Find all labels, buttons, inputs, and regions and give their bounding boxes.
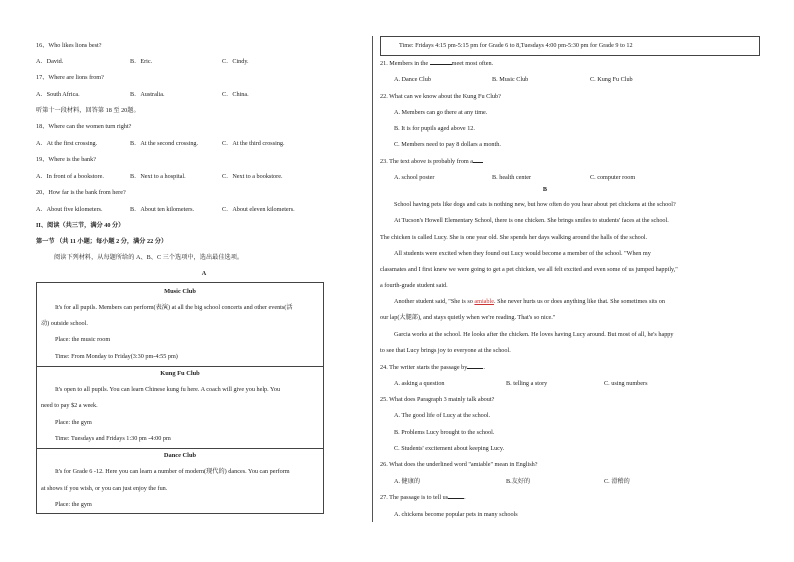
q18-option-c: C．At the third crossing. bbox=[222, 140, 285, 147]
q21-option-a: A. Dance Club bbox=[394, 76, 431, 83]
kungfu-club-place: Place: the gym bbox=[55, 419, 92, 426]
dance-club-place: Place: the gym bbox=[55, 501, 92, 508]
q16-text: 16、Who likes lions best? bbox=[36, 42, 102, 49]
q24-text: 24. The writer starts the passage by . bbox=[380, 364, 485, 371]
q26-option-a: A. 健康的 bbox=[394, 478, 421, 485]
q23-option-a: A. school poster bbox=[394, 174, 435, 181]
q24-option-a: A. asking a question bbox=[394, 380, 445, 387]
q17-option-a: A．South Africa. bbox=[36, 91, 80, 98]
q21-blank bbox=[430, 64, 452, 65]
dance-club-desc-2: at shows if you wish, or you can just enjoy the fun. bbox=[41, 485, 168, 492]
q22-option-c: C. Members need to pay 8 dollars a month. bbox=[394, 141, 501, 148]
q22-text: 22. What can we know about the Kung Fu Club? bbox=[380, 93, 501, 100]
q21-part-2: meet most often. bbox=[451, 60, 494, 67]
passage-a-label: A bbox=[201, 270, 207, 277]
music-club-desc-2: 动) outside school. bbox=[41, 320, 88, 327]
passage-b-para-5-line-2: our lap(大腿部), and stays quietly when we're reading. That's so nice." bbox=[380, 314, 556, 321]
dance-club-title: Dance Club bbox=[163, 452, 197, 459]
dance-club-desc-1: It's for Grade 6 -12. Here you can learn a number of modern(现代的) dances. You can perform bbox=[55, 468, 290, 475]
q21-option-c: C. Kung Fu Club bbox=[590, 76, 633, 83]
q25-text: 25. What does Paragraph 3 mainly talk about? bbox=[380, 396, 495, 403]
underlined-word-amiable: amiable bbox=[474, 298, 494, 305]
q22-option-a: A. Members can go there at any time. bbox=[394, 109, 488, 116]
passage-b-para-2: At Tucson's Howell Elementary School, there is one chicken. She brings smiles to students' faces at the school. bbox=[394, 217, 669, 224]
q26-option-c: C. 滑稽的 bbox=[604, 478, 630, 485]
passage-b-para-5-line-1 bbox=[394, 298, 665, 306]
kungfu-club-desc-2: need to pay $2 a week. bbox=[41, 402, 98, 409]
column-divider bbox=[372, 36, 373, 522]
q17-option-b: B．Australia. bbox=[130, 91, 165, 98]
q19-option-b: B．Next to a hospital. bbox=[130, 173, 186, 180]
q27-text: 27. The passage is to tell us . bbox=[380, 494, 466, 501]
para-5-text-pre: Another student said, "She is so bbox=[394, 298, 475, 305]
club-table bbox=[36, 282, 324, 514]
q20-text: 20、How far is the bank from here? bbox=[36, 189, 126, 196]
kungfu-club-time: Time: Tuesdays and Fridays 1:30 pm -4:00 pm bbox=[55, 435, 171, 442]
q21-text bbox=[380, 60, 493, 68]
q16-option-a: A．David. bbox=[36, 58, 64, 65]
q23-blank bbox=[473, 162, 483, 163]
q16-option-b: B．Eric. bbox=[130, 58, 153, 65]
q23-option-c: C. computer room bbox=[590, 174, 636, 181]
passage-b-para-4-line-2: classmates and I first knew we were going to get a pet chicken, we all felt excited and even some of us jumped happily," bbox=[380, 266, 678, 273]
q23-option-b: B. health center bbox=[492, 174, 531, 181]
q25-option-b: B. Problems Lucy brought to the school. bbox=[394, 429, 495, 436]
q20-option-b: B．About ten kilometers. bbox=[130, 206, 195, 213]
q18-option-b: B．At the second crossing. bbox=[130, 140, 199, 147]
q18-text: 18、Where can the women turn right? bbox=[36, 123, 132, 130]
dance-club-time: Time: Fridays 4:15 pm-5:15 pm for Grade 6 to 8,Tuesdays 4:00 pm-5:30 pm for Grade 9 to 12 bbox=[399, 42, 633, 49]
q24-option-c: C. using numbers bbox=[604, 380, 648, 387]
q17-text: 17、Where are lions from? bbox=[36, 74, 104, 81]
music-club-title: Music Club bbox=[164, 288, 196, 295]
q26-text: 26. What does the underlined word "amiable" mean in English? bbox=[380, 461, 538, 468]
passage-b-para-6-line-2: to see that Lucy brings joy to everyone at the school. bbox=[380, 347, 511, 354]
q18-option-a: A．At the first crossing. bbox=[36, 140, 98, 147]
q19-option-a: A．In front of a bookstore. bbox=[36, 173, 104, 180]
q19-option-c: C．Next to a bookstore. bbox=[222, 173, 283, 180]
dance-time-box bbox=[380, 36, 760, 56]
music-club-desc-1: It's for all pupils. Members can perform(表演) at all the big school concerts and other events(活 bbox=[55, 304, 293, 311]
q20-option-a: A．About five kilometers. bbox=[36, 206, 103, 213]
music-club-place: Place: the music room bbox=[55, 336, 111, 343]
kungfu-club-title: Kung Fu Club bbox=[160, 370, 200, 377]
q24-option-b: B. telling a story bbox=[506, 380, 548, 387]
q17-option-c: C．China. bbox=[222, 91, 249, 98]
q27-part-1: 27. The passage is to tell us bbox=[380, 494, 449, 501]
q23-part-1: 23. The text above is probably from a bbox=[380, 158, 474, 165]
q26-option-b: B.友好的 bbox=[506, 478, 531, 485]
q27-option-a: A. chickens become popular pets in many schools bbox=[394, 511, 518, 518]
q25-option-c: C. Students' excitement about keeping Lucy. bbox=[394, 445, 505, 452]
passage-b-para-4-line-3: a fourth-grade student said. bbox=[380, 282, 448, 289]
table-divider bbox=[37, 448, 323, 449]
passage-b-label: B bbox=[542, 186, 548, 193]
kungfu-club-desc-1: It's open to all pupils. You can learn Chinese kung fu here. A coach will give you help. You bbox=[55, 386, 281, 393]
instruction-text: 阅读下列材料，从每题所给的 A、B、C 三个选项中，选出最佳选项。 bbox=[54, 254, 244, 261]
q20-option-c: C．About eleven kilometers. bbox=[222, 206, 295, 213]
q24-blank bbox=[467, 368, 483, 369]
q23-text bbox=[380, 158, 483, 166]
q27-blank bbox=[448, 498, 464, 499]
part-heading: 第一节 （共 11 小题；每小题 2 分，满分 22 分） bbox=[36, 238, 168, 245]
para-5-text-post: . She never hurts us or does anything like that. She sometimes sits on bbox=[493, 298, 665, 305]
q25-option-a: A. The good life of Lucy at the school. bbox=[394, 412, 491, 419]
q21-option-b: B. Music Club bbox=[492, 76, 529, 83]
q19-text: 19、Where is the bank? bbox=[36, 156, 96, 163]
table-divider bbox=[37, 366, 323, 367]
section-heading: II、阅读（共三节，满分 40 分） bbox=[36, 222, 125, 229]
q16-option-c: C．Cindy. bbox=[222, 58, 249, 65]
passage-b-para-4-line-1: All students were excited when they found out Lucy would become a member of the school. "When my bbox=[394, 250, 651, 257]
q22-option-b: B. It is for pupils aged above 12. bbox=[394, 125, 475, 132]
q21-part-1: 21. Members in the bbox=[380, 60, 430, 67]
passage-b-para-3: The chicken is called Lucy. She is one year old. She spends her days walking around the halls of the school. bbox=[380, 234, 648, 241]
music-club-time: Time: From Monday to Friday(3:30 pm-4:55 pm) bbox=[55, 353, 178, 360]
listening-intro: 听第十一段材料，回答第 18 至 20题。 bbox=[36, 107, 140, 114]
passage-b-para-6-line-1: Garcia works at the school. He looks after the chicken. He loves having Lucy around. But most of all, he's happy bbox=[394, 331, 674, 338]
q24-part-1: 24. The writer starts the passage by bbox=[380, 364, 468, 371]
passage-b-para-1: School having pets like dogs and cats is nothing new, but how often do you hear about pet chickens at the school? bbox=[394, 201, 676, 208]
